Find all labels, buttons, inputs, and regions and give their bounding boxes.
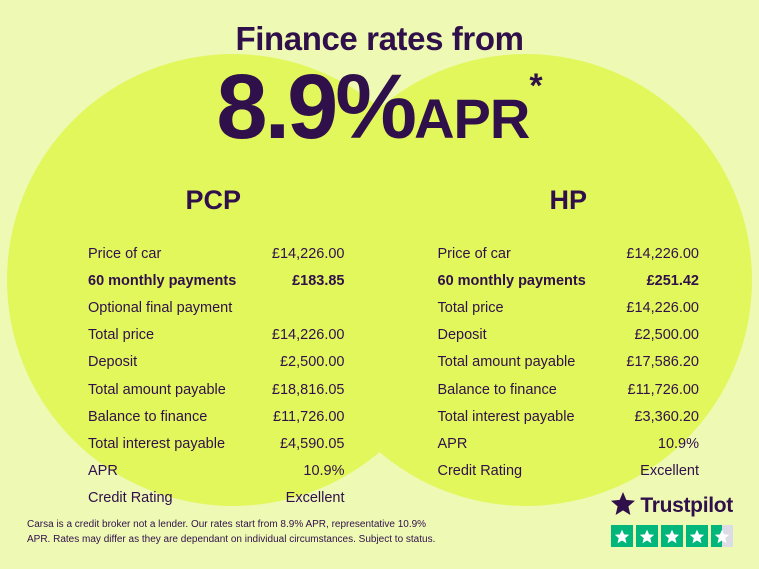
table-row (438, 240, 700, 267)
row-value: £4,590.05 (279, 435, 345, 452)
disclaimer-text: Carsa is a credit broker not a lender. Our rates start from 8.9% APR, representative 10.9% APR. Rates may differ as they are dependant on individual circumstances. Subject to status. (27, 519, 436, 545)
row-label: Deposit (88, 354, 138, 371)
table-row (438, 376, 700, 403)
table-row (88, 240, 345, 267)
finance-column-pcp (0, 185, 380, 512)
table-row (88, 403, 345, 430)
row-value: £14,226.00 (271, 245, 345, 262)
finance-columns (0, 185, 759, 512)
table-row (88, 349, 345, 376)
table-row (88, 430, 345, 457)
row-label: Price of car (437, 245, 511, 262)
trustpilot-rating (611, 492, 733, 547)
row-value: £17,586.20 (626, 354, 699, 371)
table-row (438, 322, 700, 349)
table-row (438, 349, 700, 376)
table-row (88, 294, 345, 321)
apr-label: APR (414, 87, 530, 150)
row-label: Deposit (437, 327, 487, 344)
table-row (438, 267, 700, 294)
row-value: £3,360.20 (634, 408, 699, 425)
row-value: Excellent (640, 463, 699, 480)
table-row (438, 458, 700, 485)
row-label: Balance to finance (437, 381, 557, 398)
trustpilot-logo (611, 492, 733, 520)
row-value: 10.9% (657, 435, 699, 452)
star-icon-full (686, 525, 708, 547)
star-icon-full (636, 525, 658, 547)
row-value: £14,226.00 (626, 299, 699, 316)
row-value: £251.42 (646, 272, 699, 289)
row-value: £2,500.00 (634, 327, 699, 344)
row-value: £11,726.00 (273, 408, 345, 425)
row-label: Total amount payable (437, 354, 576, 371)
row-label: APR (437, 435, 468, 452)
row-label: Credit Rating (437, 463, 523, 480)
asterisk-icon: * (529, 67, 543, 105)
finance-column-hp (380, 185, 759, 512)
row-value: £18,816.05 (271, 381, 345, 398)
column-title-pcp: PCP (185, 185, 242, 215)
table-row (88, 322, 345, 349)
row-value: £2,500.00 (279, 354, 345, 371)
trustpilot-star-icon (611, 492, 635, 520)
table-row (88, 267, 345, 294)
star-icon-half (711, 525, 733, 547)
star-icon-full (661, 525, 683, 547)
trustpilot-stars (611, 525, 733, 547)
row-value: £11,726.00 (627, 381, 699, 398)
row-label: 60 monthly payments (437, 272, 586, 289)
row-value: £14,226.00 (271, 327, 345, 344)
table-row (88, 458, 345, 485)
row-label: 60 monthly payments (88, 272, 237, 289)
row-label: APR (88, 463, 118, 480)
row-label: Optional final payment (88, 299, 233, 316)
row-value: £14,226.00 (626, 245, 699, 262)
row-value: Excellent (285, 490, 345, 507)
apr-number: 8.9% (216, 56, 415, 158)
row-label: Total price (88, 327, 155, 344)
table-row (438, 430, 700, 457)
column-title-hp: HP (549, 185, 587, 215)
row-value: 10.9% (303, 463, 345, 480)
row-label: Price of car (88, 245, 162, 262)
star-icon-full (611, 525, 633, 547)
row-label: Total amount payable (88, 381, 226, 398)
row-label: Balance to finance (88, 408, 208, 425)
trustpilot-name: Trustpilot (640, 494, 733, 517)
table-row (438, 294, 700, 321)
row-label: Total interest payable (88, 435, 226, 452)
row-label: Total price (437, 299, 504, 316)
table-row (438, 403, 700, 430)
row-label: Credit Rating (88, 490, 173, 507)
row-value: £183.85 (292, 272, 345, 289)
row-label: Total interest payable (437, 408, 575, 425)
apr-headline (0, 56, 759, 158)
page-title: Finance rates from (235, 20, 524, 57)
table-row (88, 376, 345, 403)
